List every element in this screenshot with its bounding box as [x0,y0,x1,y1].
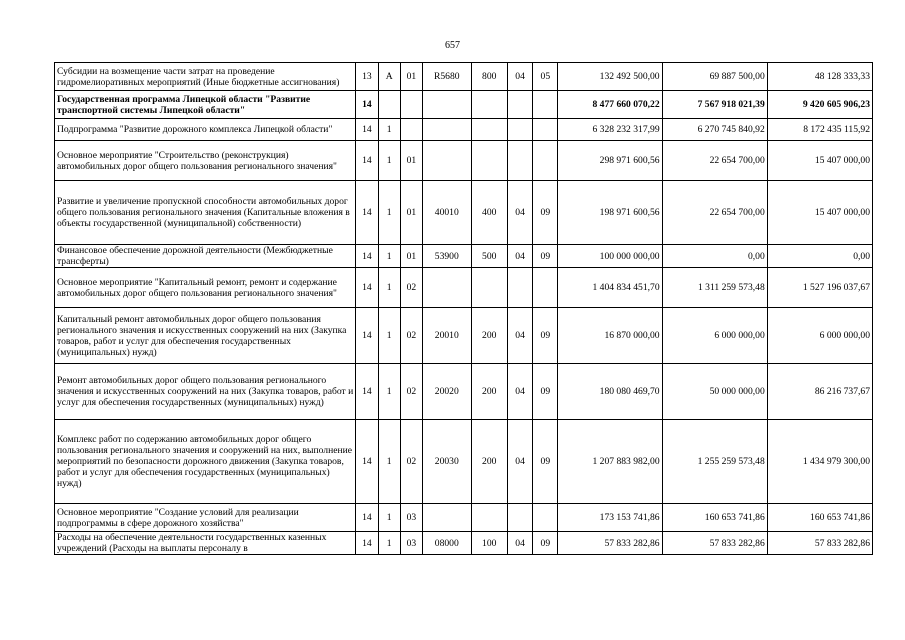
code-pp [378,91,400,119]
amount-year-1: 180 080 469,70 [558,364,662,420]
code-pr: 09 [533,308,558,364]
code-pr [533,119,558,141]
amount-year-2: 0,00 [662,245,767,268]
code-rz: 04 [507,532,532,555]
row-name: Основное мероприятие "Строительство (реконструкция) автомобильных дорог общего пользования регионального значения" [55,141,356,181]
code-pr: 09 [533,181,558,245]
amount-year-3: 160 653 741,86 [767,504,872,532]
amount-year-1: 16 870 000,00 [558,308,662,364]
code-pp: 1 [378,119,400,141]
code-om: 01 [400,245,422,268]
row-name: Ремонт автомобильных дорог общего пользования регионального значения и искусственных сооружений на них (Закупка товаров, работ и услуг для обеспечения государственных (муниципальных) нужд) [55,364,356,420]
row-name: Основное мероприятие "Капитальный ремонт, ремонт и содержание автомобильных дорог общего пользования регионального значения" [55,268,356,308]
code-gp: 14 [356,141,378,181]
code-direction [423,504,472,532]
amount-year-2: 1 255 259 573,48 [662,420,767,504]
code-gp: 14 [356,364,378,420]
code-vr [471,504,507,532]
code-pr: 09 [533,532,558,555]
code-om: 02 [400,420,422,504]
code-rz [507,91,532,119]
code-pp: 1 [378,532,400,555]
code-om: 02 [400,364,422,420]
code-gp: 14 [356,308,378,364]
code-om [400,91,422,119]
code-pr: 09 [533,364,558,420]
code-rz [507,119,532,141]
code-pp: 1 [378,268,400,308]
amount-year-2: 1 311 259 573,48 [662,268,767,308]
amount-year-3: 57 833 282,86 [767,532,872,555]
code-om: 01 [400,63,422,91]
code-rz: 04 [507,181,532,245]
code-direction [423,119,472,141]
table-row [55,63,873,91]
code-om: 03 [400,532,422,555]
amount-year-3: 0,00 [767,245,872,268]
code-om: 01 [400,181,422,245]
code-pp: 1 [378,364,400,420]
table-row [55,420,873,504]
row-name: Субсидии на возмещение части затрат на проведение гидромелиоративных мероприятий (Иные бюджетные ассигнования) [55,63,356,91]
amount-year-1: 198 971 600,56 [558,181,662,245]
code-pr [533,268,558,308]
code-gp: 14 [356,245,378,268]
amount-year-3: 15 407 000,00 [767,181,872,245]
code-direction [423,268,472,308]
amount-year-1: 1 404 834 451,70 [558,268,662,308]
code-om: 03 [400,504,422,532]
code-direction: 08000 [423,532,472,555]
code-vr: 100 [471,532,507,555]
amount-year-3: 9 420 605 906,23 [767,91,872,119]
code-pp: 1 [378,420,400,504]
code-direction [423,91,472,119]
table-row [55,181,873,245]
row-name: Развитие и увеличение пропускной способности автомобильных дорог общего пользования регионального значения (Капитальные вложения в объекты государственной (муниципальной) собственности) [55,181,356,245]
amount-year-1: 8 477 660 070,22 [558,91,662,119]
table-row [55,532,873,555]
row-name: Государственная программа Липецкой области "Развитие транспортной системы Липецкой области" [55,91,356,119]
code-pr: 09 [533,420,558,504]
code-gp: 14 [356,532,378,555]
amount-year-2: 22 654 700,00 [662,181,767,245]
amount-year-3: 8 172 435 115,92 [767,119,872,141]
code-direction: 20010 [423,308,472,364]
code-gp: 14 [356,420,378,504]
amount-year-3: 86 216 737,67 [767,364,872,420]
amount-year-1: 132 492 500,00 [558,63,662,91]
code-rz [507,268,532,308]
code-pp: 1 [378,245,400,268]
code-rz [507,504,532,532]
amount-year-2: 6 000 000,00 [662,308,767,364]
budget-table [54,62,873,555]
code-vr: 200 [471,420,507,504]
amount-year-2: 22 654 700,00 [662,141,767,181]
row-name: Подпрограмма "Развитие дорожного комплекса Липецкой области" [55,119,356,141]
code-pp: 1 [378,181,400,245]
code-direction: 20030 [423,420,472,504]
code-rz: 04 [507,63,532,91]
table-row [55,141,873,181]
code-direction: 20020 [423,364,472,420]
code-pp: 1 [378,141,400,181]
code-om: 02 [400,308,422,364]
code-direction: 53900 [423,245,472,268]
amount-year-2: 160 653 741,86 [662,504,767,532]
table-row [55,308,873,364]
code-vr: 200 [471,308,507,364]
amount-year-1: 298 971 600,56 [558,141,662,181]
code-om: 02 [400,268,422,308]
amount-year-2: 69 887 500,00 [662,63,767,91]
table-row [55,245,873,268]
code-pp: 1 [378,504,400,532]
code-rz: 04 [507,420,532,504]
code-gp: 14 [356,268,378,308]
code-vr [471,119,507,141]
code-rz [507,141,532,181]
table-row [55,504,873,532]
page-number: 657 [445,40,460,51]
amount-year-3: 1 527 196 037,67 [767,268,872,308]
code-pp: А [378,63,400,91]
code-vr: 400 [471,181,507,245]
code-gp: 14 [356,504,378,532]
amount-year-3: 6 000 000,00 [767,308,872,364]
code-om [400,119,422,141]
amount-year-1: 1 207 883 982,00 [558,420,662,504]
code-gp: 14 [356,91,378,119]
code-pr: 09 [533,245,558,268]
code-om: 01 [400,141,422,181]
row-name: Финансовое обеспечение дорожной деятельности (Межбюджетные трансферты) [55,245,356,268]
amount-year-1: 57 833 282,86 [558,532,662,555]
code-vr [471,91,507,119]
code-vr: 200 [471,364,507,420]
table-row [55,119,873,141]
code-pr [533,91,558,119]
code-pr [533,141,558,181]
code-direction: R5680 [423,63,472,91]
code-pp: 1 [378,308,400,364]
amount-year-2: 6 270 745 840,92 [662,119,767,141]
code-vr: 500 [471,245,507,268]
table-row [55,91,873,119]
code-vr: 800 [471,63,507,91]
code-direction [423,141,472,181]
row-name: Капитальный ремонт автомобильных дорог общего пользования регионального значения и искусственных сооружений на них (Закупка товаров, работ и услуг для обеспечения государственных (муниципальных) нужд) [55,308,356,364]
amount-year-3: 48 128 333,33 [767,63,872,91]
code-vr [471,141,507,181]
table-row [55,268,873,308]
code-direction: 40010 [423,181,472,245]
code-pr [533,504,558,532]
code-gp: 14 [356,181,378,245]
row-name: Основное мероприятие "Создание условий для реализации подпрограммы в сфере дорожного хозяйства" [55,504,356,532]
code-rz: 04 [507,245,532,268]
amount-year-1: 173 153 741,86 [558,504,662,532]
row-name: Комплекс работ по содержанию автомобильных дорог общего пользования регионального значения и сооружений на них, выполнение мероприятий по безопасности дорожного движения (Закупка товаров, работ и услуг для обеспечения государственных (муниципальных) нужд) [55,420,356,504]
amount-year-1: 100 000 000,00 [558,245,662,268]
code-rz: 04 [507,308,532,364]
amount-year-2: 7 567 918 021,39 [662,91,767,119]
table-row [55,364,873,420]
row-name: Расходы на обеспечение деятельности государственных казенных учреждений (Расходы на выплаты персоналу в [55,532,356,555]
amount-year-3: 1 434 979 300,00 [767,420,872,504]
amount-year-2: 50 000 000,00 [662,364,767,420]
code-pr: 05 [533,63,558,91]
code-vr [471,268,507,308]
amount-year-1: 6 328 232 317,99 [558,119,662,141]
code-rz: 04 [507,364,532,420]
code-gp: 13 [356,63,378,91]
amount-year-3: 15 407 000,00 [767,141,872,181]
code-gp: 14 [356,119,378,141]
amount-year-2: 57 833 282,86 [662,532,767,555]
